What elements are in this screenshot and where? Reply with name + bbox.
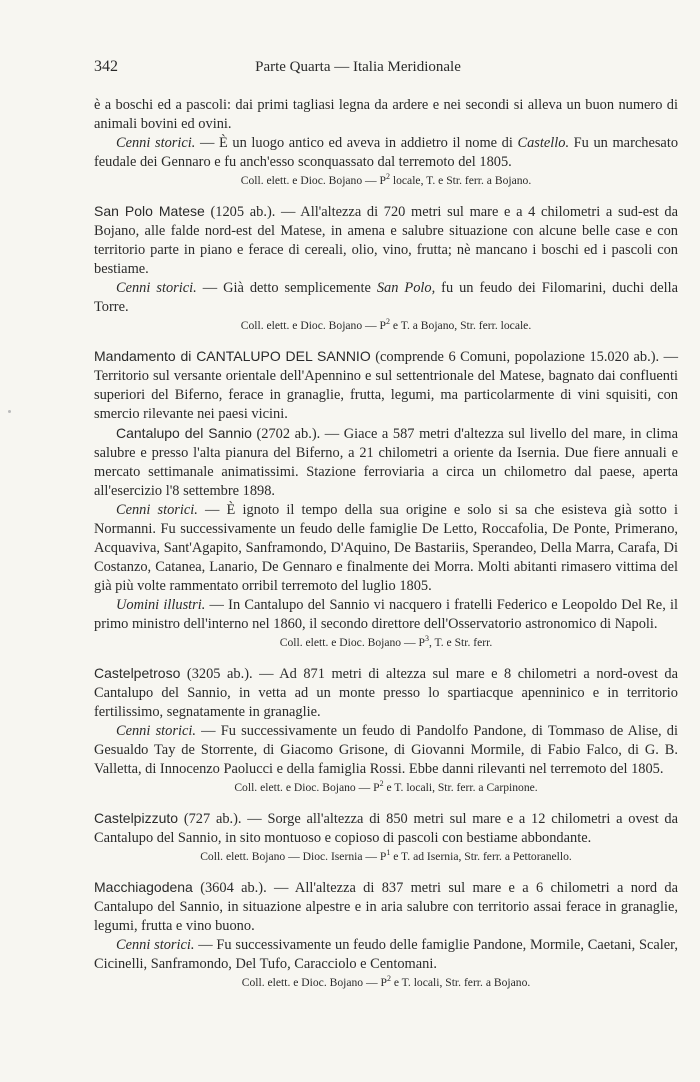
history-label: Cenni storici. — [116, 135, 196, 151]
coll-line: Coll. elett. e Dioc. Bojano — $P^3$, T. e Str. ferr. — [279, 634, 493, 649]
coll-line: Coll. elett. e Dioc. Bojano — $P^2$ locale, T. e Str. ferr. a Bojano. — [240, 172, 532, 187]
section-title: Mandamento di CANTALUPO DEL SANNIO — [94, 348, 371, 364]
mandamento-cantalupo: Mandamento di CANTALUPO DEL SANNIO (comprende 6 Comuni, popolazione 15.020 ab.). — Territorio sul versante orientale dell'Apennino e sul settentrionale del Matese, bagnato dai confluenti superiori del Biferno, ferace in granaglie, frutta, legumi, ma particolarmente di vini squisiti, con smercio rilevante nei paesi vicini. — [94, 348, 678, 422]
entry-castelpizzuto: Castelpizzuto (727 ab.). — Sorge all'altezza di 850 metri sul mare e a 12 chilometri a ovest da Cantalupo del Sannio, in sito montuoso e copioso di pascoli con bestiame abbondante. — [94, 810, 678, 846]
entry-cantalupo: Cantalupo del Sannio (2702 ab.). — Giace a 587 metri d'altezza sul livello del mare, in clima salubre e presso l'alta pianura del Biferno, a 21 chilometri a oriente da Isernia. Due fiere annuali e mercato settimanale animatissimi. Stazione ferroviaria a circa un chilometro dal paese, aperta all'esercizio l'8 settembre 1898. — [94, 425, 678, 499]
cantalupo-illustrious-men: Uomini illustri. — In Cantalupo del Sannio vi nacquero i fratelli Federico e Leopoldo Del Re, il primo ministro dell'interno nel 1860, il secondo direttore dell'Osservatorio astronomico di Napoli. — [94, 597, 678, 632]
entry-title: Castelpetroso — [94, 665, 181, 681]
coll-line: Coll. elett. Bojano — Dioc. Isernia — $P^1$ e T. ad Isernia, Str. ferr. a Pettoranello. — [200, 848, 572, 863]
castelpetroso-history: Cenni storici. — Fu successivamente un feudo di Pandolfo Pandone, di Tommaso de Alise, di Gesualdo Tay de Storrente, di Giacomo Grisone, di Giovanni Mormile, di Fabio Falco, di G. B. Valletta, di Innocenzo Paolucci e della famiglia Rossi. Ebbe danni rilevanti nel terremoto del 1805. — [94, 723, 678, 777]
cantalupo-history: Cenni storici. — È ignoto il tempo della sua origine e solo si sa che esisteva già sotto i Normanni. Fu successivamente un feudo delle famiglie De Letto, Roccafolia, De Ponte, Primerano, Acquaviva, Sant'Agapito, Sanframondo, D'Aquino, De Bastariis, Sperandeo, Della Marra, Carafa, Di Costanzo, Catanea, Lanario, De Gennaro e finalmente dei Morra. Molti abitanti rimasero vittima del già più volte rammentato orribil terremoto del luglio 1805. — [94, 502, 678, 594]
entry-title: San Polo Matese — [94, 203, 205, 219]
entry-title: Macchiagodena — [94, 879, 193, 895]
entry-title: Castelpizzuto — [94, 810, 179, 826]
coll-line: Coll. elett. e Dioc. Bojano — $P^2$ e T. a Bojano, Str. ferr. locale. — [240, 317, 532, 332]
entry-castelpetroso: Castelpetroso (3205 ab.). — Ad 871 metri di altezza sul mare e 8 chilometri a nord-ovest da Cantalupo del Sannio, in vetta ad un monte presso lo spartiacque apenninico e in territorio fertilissimo, segnatamente in granaglie. — [94, 665, 678, 720]
entry-san-polo-matese: San Polo Matese (1205 ab.). — All'altezza di 720 metri sul mare e a 4 chilometri a sud-est da Bojano, alle falde nord-est del Matese, in amena e salubre situazione con alcune belle case e con territorio parte in piano e ferace di cereali, olio, vino, frutta; nè mancano i boschi ed i pascoli con bestiame. — [94, 203, 679, 277]
macchiagodena-history: Cenni storici. — Fu successivamente un feudo delle famiglie Pandone, Mormile, Caetani, Scaler, Cicinelli, Sanframondo, Del Tufo, Caracciolo e Centomani. — [94, 937, 678, 972]
san-polo-history: Cenni storici. — Già detto semplicemente San Polo, fu un feudo dei Filomarini, duchi della Torre. — [94, 280, 678, 315]
page-number: 342 — [94, 58, 118, 75]
paragraph-castello-history: Cenni storici. — È un luogo antico ed aveva in addietro il nome di Castello. Fu un marchesato feudale dei Gennaro e fu anch'esso sconquassato dal terremoto del 1805. — [94, 135, 679, 170]
paragraph-continuation: è a boschi ed a pascoli: dai primi tagliasi legna da ardere e nei secondi si alleva un buon numero di animali bovini ed ovini. — [94, 97, 678, 132]
entry-macchiagodena: Macchiagodena (3604 ab.). — All'altezza di 837 metri sul mare e a 6 chilometri a nord da Cantalupo del Sannio, in situazione alpestre e in aria salubre con territorio assai ferace in granaglie, legumi, frutta e vino buono. — [94, 879, 678, 934]
page-header — [94, 58, 678, 76]
coll-line: Coll. elett. e Dioc. Bojano — $P^2$ e T. locali, Str. ferr. a Bojano. — [241, 974, 531, 989]
coll-line: Coll. elett. e Dioc. Bojano — $P^2$ e T. locali, Str. ferr. a Carpinone. — [234, 779, 538, 794]
entry-title: Cantalupo del Sannio — [116, 425, 252, 441]
running-title: Parte Quarta — Italia Meridionale — [255, 59, 461, 75]
page-speck — [8, 410, 11, 413]
